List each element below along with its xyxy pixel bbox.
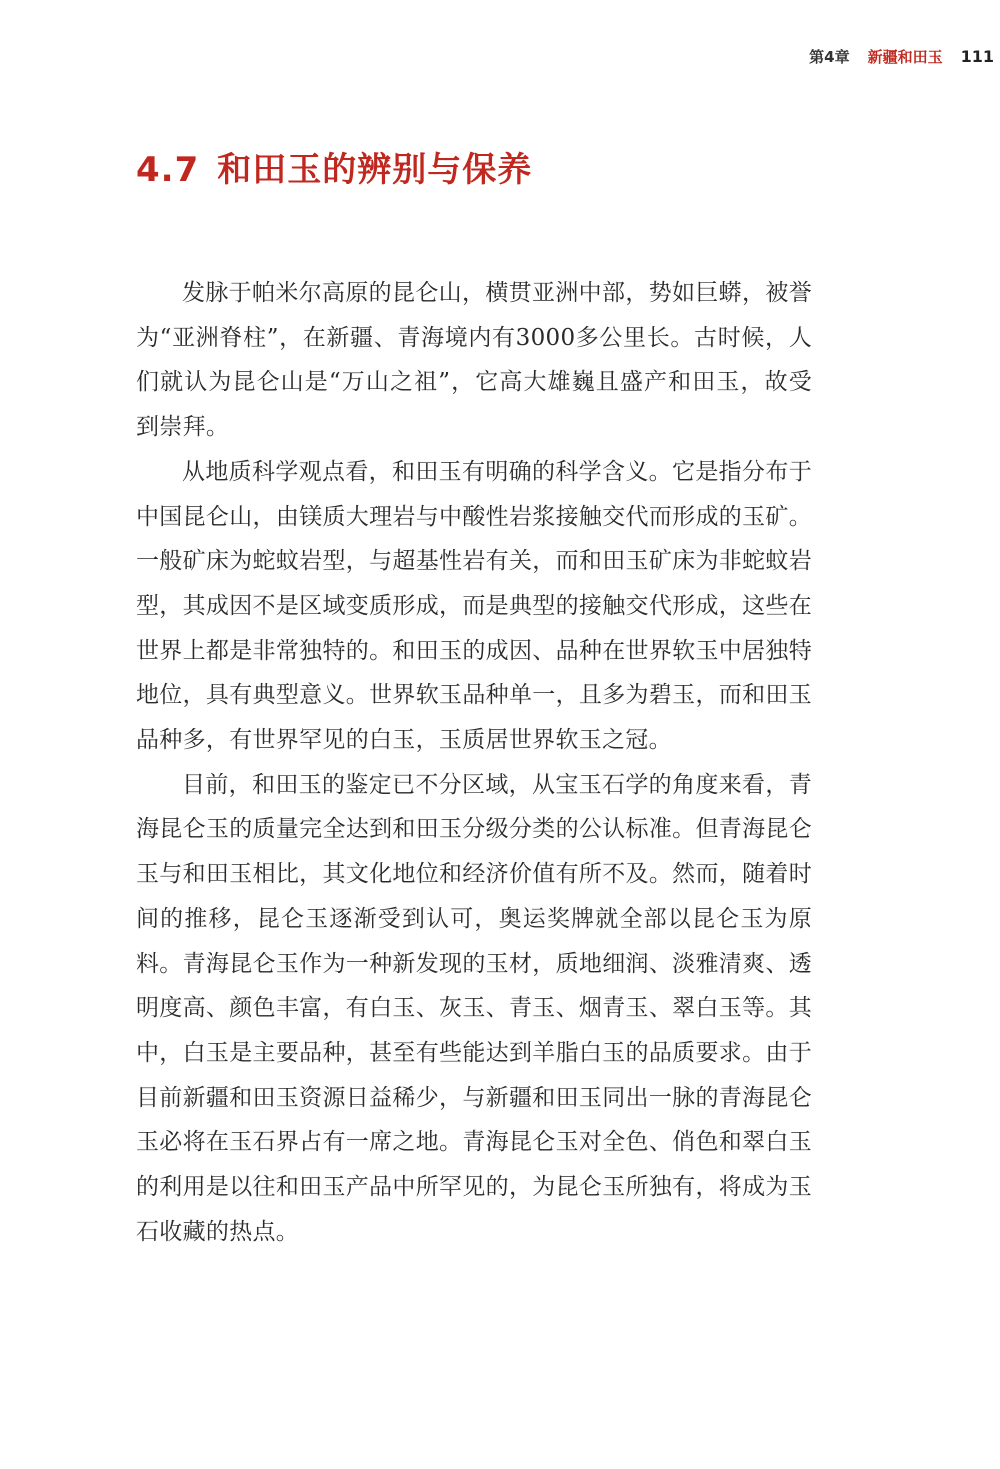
chapter-label: 第4章: [809, 48, 850, 66]
section-heading: [136, 142, 532, 191]
chapter-title: 新疆和田玉: [867, 48, 943, 66]
running-header: [809, 46, 994, 67]
paragraph-3: 目前，和田玉的鉴定已不分区域，从宝玉石学的角度来看，青海昆仑玉的质量完全达到和田玉分级分类的公认标准。但青海昆仑玉与和田玉相比，其文化地位和经济价值有所不及。然而，随着时间的推移，昆仑玉逐渐受到认可，奥运奖牌就全部以昆仑玉为原料。青海昆仑玉作为一种新发现的玉材，质地细润、淡雅清爽、透明度高、颜色丰富，有白玉、灰玉、青玉、烟青玉、翠白玉等。其中，白玉是主要品种，甚至有些能达到羊脂白玉的品质要求。由于目前新疆和田玉资源日益稀少，与新疆和田玉同出一脉的青海昆仑玉必将在玉石界占有一席之地。青海昆仑玉对全色、俏色和翠白玉的利用是以往和田玉产品中所罕见的，为昆仑玉所独有，将成为玉石收藏的热点。: [136, 771, 812, 1245]
section-number: 4.7: [136, 150, 200, 190]
body-text: [136, 271, 812, 1254]
page-number: 111: [960, 47, 994, 66]
paragraph-1: 发脉于帕米尔高原的昆仑山，横贯亚洲中部，势如巨蟒，被誉为“亚洲脊柱”，在新疆、青海境内有3000多公里长。古时候，人们就认为昆仑山是“万山之祖”，它高大雄巍且盛产和田玉，故受到崇拜。: [136, 280, 812, 441]
paragraph-2: 从地质科学观点看，和田玉有明确的科学含义。它是指分布于中国昆仑山，由镁质大理岩与中酸性岩浆接触交代而形成的玉矿。一般矿床为蛇蚊岩型，与超基性岩有关，而和田玉矿床为非蛇蚊岩型，其成因不是区域变质形成，而是典型的接触交代形成，这些在世界上都是非常独特的。和田玉的成因、品种在世界软玉中居独特地位，具有典型意义。世界软玉品种单一，且多为碧玉，而和田玉品种多，有世界罕见的白玉，玉质居世界软玉之冠。: [136, 458, 812, 754]
section-title: 和田玉的辨别与保养: [217, 150, 533, 190]
